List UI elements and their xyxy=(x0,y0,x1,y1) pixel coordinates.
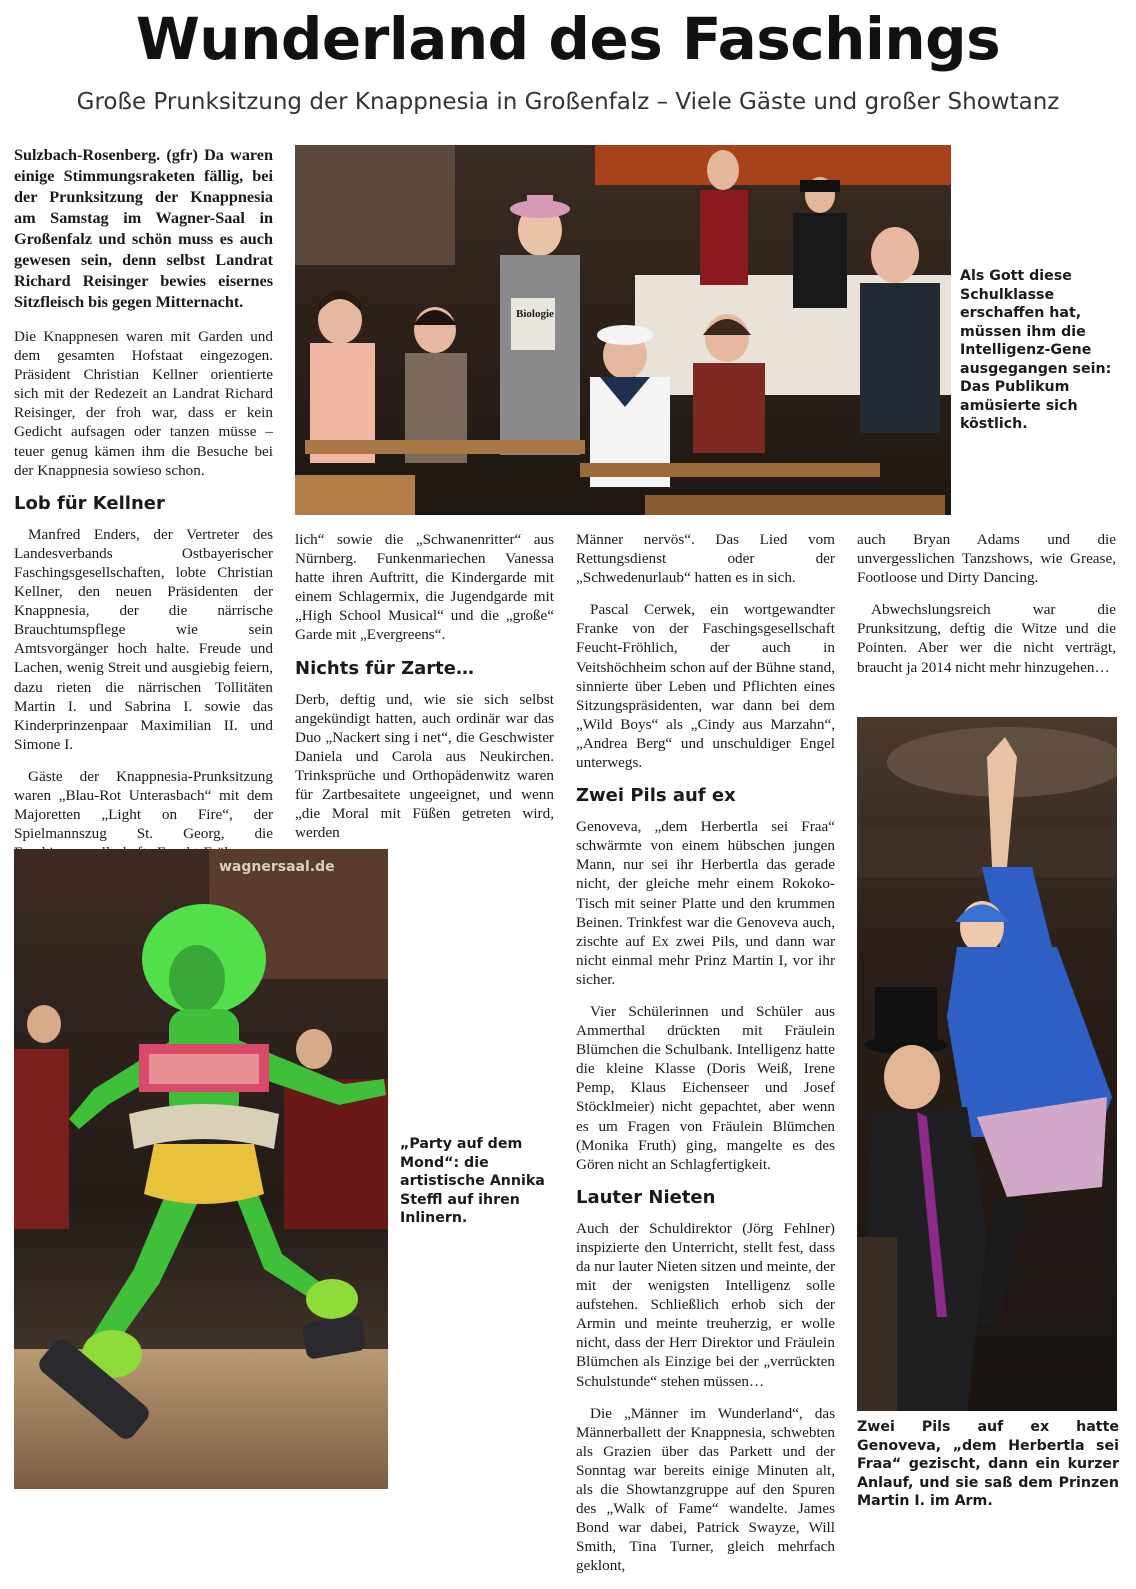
body-paragraph: Auch der Schuldirektor (Jörg Fehlner) inspizierte den Unterricht, stellt fest, dass da nur lauter Nieten sitzen und meinte, der mit der wenigsten Intelligenz solle aufstehen. Schließlich erhob sich der Armin und meinte treuherzig, er wolle nicht, dass der Herr Direktor und Fräulein Blümchen als Einzige bei der „verrückten Schulstunde“ stehen müssen… xyxy=(576,1219,835,1390)
body-paragraph: Die „Männer im Wunderland“, das Männerballett der Knappnesia, schwebten als Grazien über das Parkett und der Sonntag war bereits einige Minuten alt, als die Showtanzgruppe auf den Spuren des „Walk of Fame“ wandelte. James Bond war dabei, Patrick Swayze, Will Smith, Tina Turner, gleich mehrfach geklont, xyxy=(576,1404,835,1575)
subheading-lob-fuer-kellner: Lob für Kellner xyxy=(14,492,165,514)
body-paragraph: lich“ sowie die „Schwanenritter“ aus Nürnberg. Funkenmariechen Vanessa hatte ihren Auftritt, die Kindergarde mit einem Schlagermix, die Jugendgarde mit „High School Musical“ und die „große“ Garde mit „Evergreens“. xyxy=(295,531,554,644)
body-paragraph: Abwechslungsreich war die Prunksitzung, deftig die Witze und die Pointen. Aber wer die nicht verträgt, braucht ja 2014 nicht mehr hinzugehen… xyxy=(857,601,1116,676)
subheading-nichts-fuer-zarte: Nichts für Zarte… xyxy=(295,657,474,679)
body-paragraph: auch Bryan Adams und die unvergesslichen Tanzshows, wie Grease, Footloose und Dirty Dancing. xyxy=(857,531,1116,587)
lead-paragraph: Sulzbach-Rosenberg. (gfr) Da waren einige Stimmungsraketen fällig, bei der Prunksitzung der Knappnesia am Samstag im Wagner-Saal in Großenfalz und schön muss es auch gewesen sein, denn selbst Landrat Richard Reisinger bewies eisernes Sitzfleisch bis gegen Mitternacht. xyxy=(14,146,273,311)
subheading-lauter-nieten: Lauter Nieten xyxy=(576,1186,716,1208)
caption-school-class: Als Gott diese Schulklasse erschaffen hat, müssen ihm die Intelligenz-Gene ausgegangen sein: Das Publikum amüsierte sich köstlich. xyxy=(960,268,1112,432)
banner-text: wagnersaal.de xyxy=(219,859,335,875)
body-paragraph: Die Knappnesen waren mit Garden und dem gesamten Hofstaat eingezogen. Präsident Christian Kellner orientierte sich mit der Redezeit an Landrat Richard Reisinger, der froh war, dass er kein Gedicht aufsagen oder tanzen müsse – teuer genug kämen ihm die Besuche bei der Knappnesia sowieso schon. xyxy=(14,328,273,479)
body-paragraph: Derb, deftig und, wie sie sich selbst angekündigt hatten, auch ordinär war das Duo „Nackert sing i net“, die Geschwister Daniela und Carola aus Neukirchen. Trinksprüche und Orthopädenwitz waren für Zartbesaitete ungeeignet, und wenn „die Moral mit Füßen getreten wird, werden xyxy=(295,690,554,842)
article-column-4 xyxy=(857,530,1116,690)
body-paragraph: Männer nervös“. Das Lied vom Rettungsdienst oder der „Schwedenurlaub“ hatten es in sich. xyxy=(576,531,835,587)
subheadline: Große Prunksitzung der Knappnesia in Großenfalz – Viele Gäste und großer Showtanz xyxy=(76,89,1060,115)
caption-skater: „Party auf dem Mond“: die artistische Annika Steffl auf ihren Inlinern. xyxy=(400,1136,545,1226)
caption-dancer-lift: Zwei Pils auf ex hatte Genoveva, „dem Herbertla sei Fraa“ gezischt, dann ein kurzer Anlauf, und sie saß dem Prinzen Martin I. im Arm. xyxy=(857,1419,1119,1509)
subheading-zwei-pils-auf-ex: Zwei Pils auf ex xyxy=(576,785,736,807)
photo-dancer-lift xyxy=(857,717,1117,1411)
article-column-1 xyxy=(14,145,273,875)
body-paragraph: Vier Schülerinnen und Schüler aus Ammerthal drückten mit Fräulein Blümchen die Schulbank. Intelligenz hatte die kleine Klasse (Doris Weiß, Irene Pemp, Klaus Eichenseer und Josef Stöcklmeier) nicht gepachtet, aber wenn es um Fragen von Fräulein Blümchen (Monika Fruth) ging, mangelte es des Gören nicht an Schlagfertigkeit. xyxy=(576,1002,835,1173)
book-label: Biologie xyxy=(516,308,554,320)
body-paragraph: Genoveva, „dem Herbertla sei Fraa“ schwärmte von einem hübschen jungen Mann, nur sei ihr Herbertla das gerade nicht, der gleiche mehr einem Rokoko-Tisch mit seiner Platte und den krummen Beinen. Trinkfest war die Genoveva auch, zischte auf Ex zwei Pils, und dann war nicht einmal mehr Prinz Martin I, vor ihr sicher. xyxy=(576,818,835,988)
photo-school-class xyxy=(295,145,951,515)
body-paragraph: Pascal Cerwek, ein wortgewandter Franke von der Faschingsgesellschaft Feucht-Fröhlich, der auch in Veitshöchheim schon auf der Bühne stand, sinnierte über Leben und Pflichten eines Sitzungspräsidenten, war dann bei dem „Wild Boys“ als „Cindy aus Marzahn“, „Andrea Berg“ und unschuldiger Engel unterwegs. xyxy=(576,601,835,772)
body-paragraph: Manfred Enders, der Vertreter des Landesverbands Ostbayerischer Faschingsgesellschaften, lobte Christian Kellner, den neuen Präsidenten der Knappnesia, der die närrische Brauchtumspflege wie sein Amtsvorgänger hoch halte. Freude und Lachen, wenig Streit und ausgiebig feiern, dazu rieten die närrischen Tollitäten Martin I. und Sabrina I. sowie das Kinderprinzenpaar Maximilian II. und Simone I. xyxy=(14,525,273,753)
headline: Wunderland des Faschings xyxy=(135,5,1001,73)
photo-skater xyxy=(14,849,388,1489)
article-column-2 xyxy=(295,530,554,855)
body-paragraph: Gäste der Knappnesia-Prunksitzung waren „Blau-Rot Unterasbach“ mit dem Majoretten „Light on Fire“, der Spielmannszug St. Georg, die xyxy=(14,767,273,843)
skater-illustration xyxy=(14,849,388,1489)
dancer-lift-illustration xyxy=(857,717,1117,1411)
article-column-3 xyxy=(576,530,835,1589)
school-class-illustration xyxy=(295,145,951,515)
